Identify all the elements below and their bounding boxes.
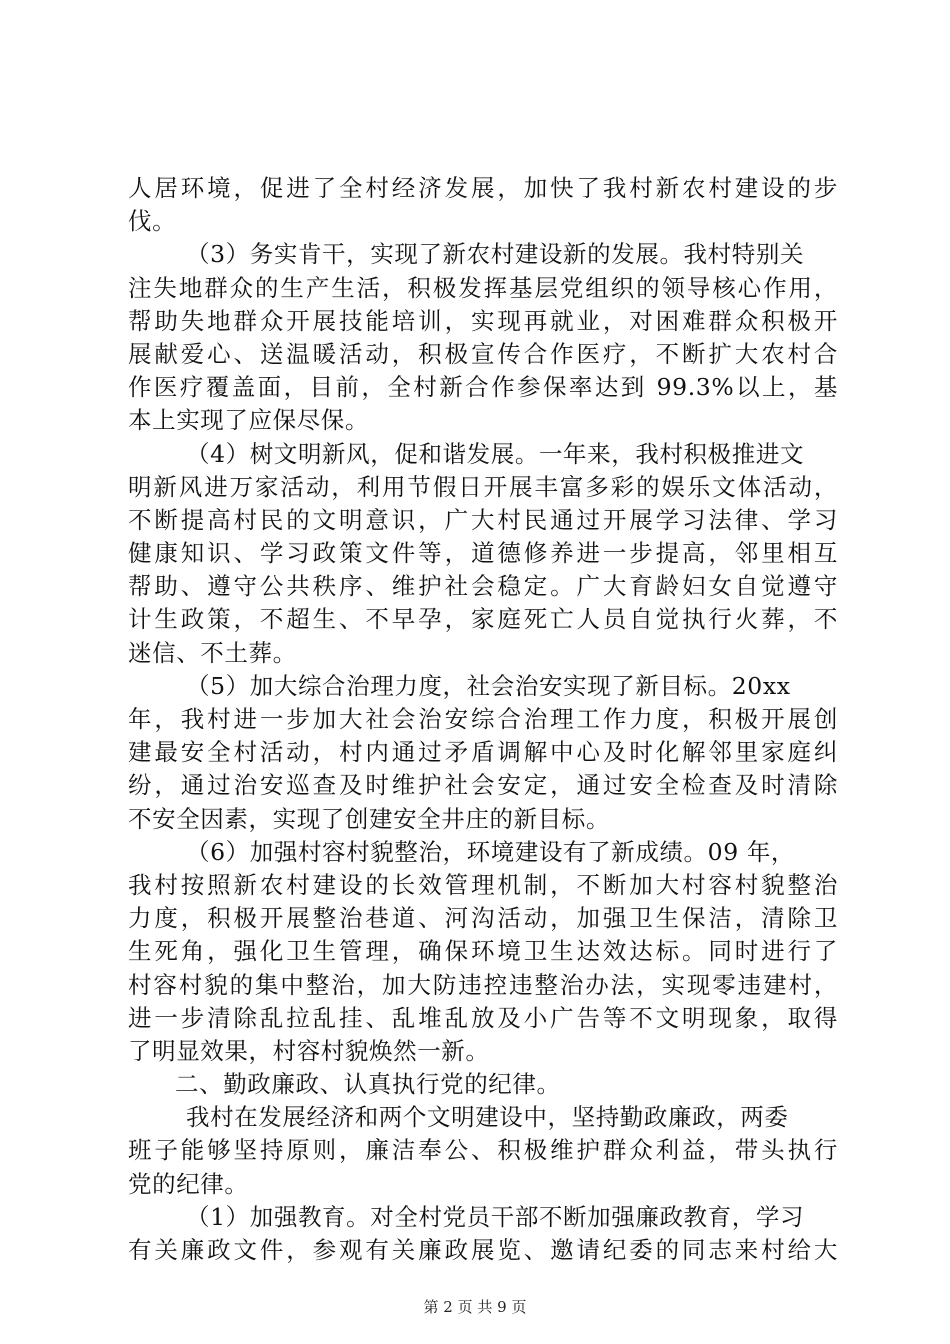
text-line: 班子能够坚持原则，廉洁奉公、积极维护群众利益，带头执行: [128, 1136, 838, 1165]
text-line: （6）加强村容村貌整治，环境建设有了新成绩。09 年，: [186, 837, 796, 866]
text-line: 党的纪律。: [128, 1169, 249, 1198]
text-line: 不安全因素，实现了创建安全井庄的新目标。: [128, 804, 610, 833]
page-number-footer: 第 2 页 共 9 页: [423, 1298, 527, 1316]
text-line: 计生政策，不超生、不早孕，家庭死亡人员自觉执行火葬，不: [128, 605, 838, 634]
text-line: （4）树文明新风，促和谐发展。一年来，我村积极推进文: [186, 439, 805, 468]
text-line: 帮助、遵守公共秩序、维护社会稳定。广大育龄妇女自觉遵守: [128, 572, 838, 601]
text-line: 二、勤政廉政、认真执行党的纪律。: [175, 1070, 561, 1099]
text-line: 生死角，强化卫生管理，确保环境卫生达效达标。同时进行了: [128, 937, 838, 966]
text-line: 年，我村进一步加大社会治安综合治理工作力度，积极开展创: [128, 705, 838, 733]
text-line: 展献爱心、送温暖活动，积极宣传合作医疗，不断扩大农村合: [128, 339, 838, 368]
text-line: 注失地群众的生产生活，积极发挥基层党组织的领导核心作用，: [128, 273, 838, 302]
text-line: （1）加强教育。对全村党员干部不断加强廉政教育，学习: [186, 1202, 805, 1231]
text-line: 作医疗覆盖面，目前，全村新合作参保率达到 99.3%以上，基: [128, 373, 838, 402]
text-line: 伐。: [128, 207, 177, 236]
text-line: 我村按照新农村建设的长效管理机制，不断加大村容村貌整治: [128, 870, 838, 899]
text-line: 帮助失地群众开展技能培训，实现再就业，对困难群众积极开: [128, 306, 838, 335]
text-line: 力度，积极开展整治巷道、河沟活动，加强卫生保洁，清除卫: [128, 904, 838, 933]
text-line: 纷，通过治安巡查及时维护社会安定，通过安全检查及时清除: [128, 771, 838, 800]
text-line: 人居环境，促进了全村经济发展，加快了我村新农村建设的步: [128, 174, 838, 202]
text-line: 村容村貌的集中整治，加大防违控违整治办法，实现零违建村，: [128, 970, 838, 999]
text-line: 有关廉政文件，参观有关廉政展览、邀请纪委的同志来村给大: [128, 1236, 838, 1264]
text-line: （5）加大综合治理力度，社会治安实现了新目标。20xx: [186, 671, 791, 700]
text-line: 我村在发展经济和两个文明建设中，坚持勤政廉政，两委: [186, 1103, 789, 1132]
document-body: [128, 172, 838, 1267]
text-line: （3）务实肯干，实现了新农村建设新的发展。我村特别关: [186, 240, 805, 269]
text-line: 进一步清除乱拉乱挂、乱堆乱放及小广告等不文明现象，取得: [128, 1003, 838, 1032]
text-line: 了明显效果，村容村貌焕然一新。: [128, 1036, 490, 1065]
text-line: 本上实现了应保尽保。: [128, 406, 369, 435]
text-line: 明新风进万家活动，利用节假日开展丰富多彩的娱乐文体活动，: [128, 472, 838, 501]
text-line: 建最安全村活动，村内通过矛盾调解中心及时化解邻里家庭纠: [128, 738, 838, 767]
text-line: 健康知识、学习政策文件等，道德修养进一步提高，邻里相互: [128, 539, 838, 568]
text-line: 不断提高村民的文明意识，广大村民通过开展学习法律、学习: [128, 505, 838, 534]
text-line: 迷信、不土葬。: [128, 638, 297, 667]
